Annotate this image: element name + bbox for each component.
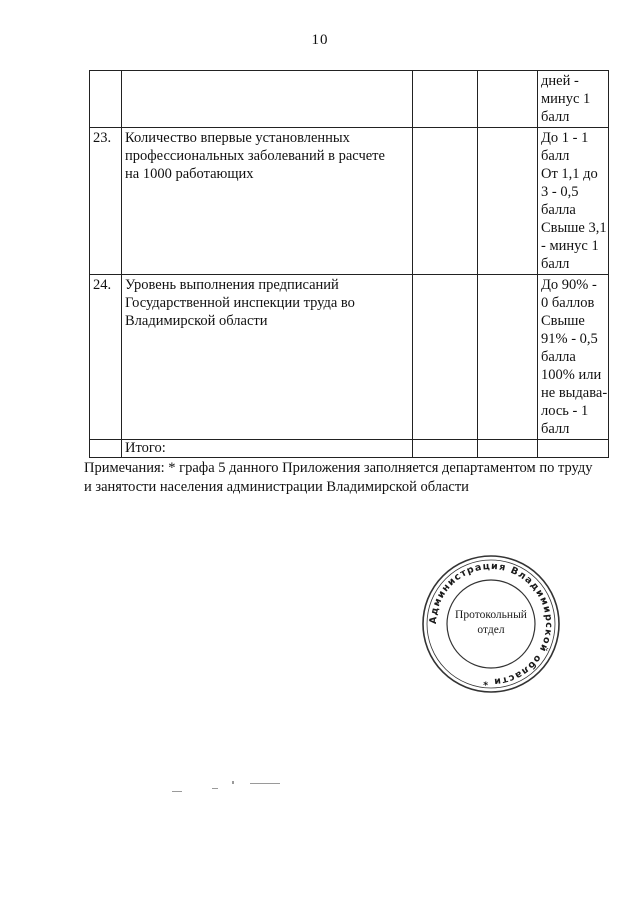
score-line: балла: [541, 349, 576, 365]
cell-col4: [478, 440, 538, 458]
cell-col3: [413, 128, 478, 275]
score-line: Свыше: [541, 313, 585, 329]
indicator-name-line: Уровень выполнения предписаний: [125, 277, 339, 293]
indicator-name-line: Владимирской области: [125, 313, 268, 329]
scan-speck: [172, 791, 182, 792]
indicator-name-line: на 1000 работающих: [125, 166, 254, 182]
cell-col4: [478, 128, 538, 275]
notes-line-2: и занятости населения администрации Владимирской области: [84, 479, 469, 495]
table-row-23: [90, 128, 609, 275]
cell-col4: [478, 275, 538, 440]
official-stamp: [420, 553, 562, 695]
score-line: 3 - 0,5: [541, 184, 579, 200]
total-label: Итого:: [122, 440, 413, 458]
indicator-name-line: профессиональных заболеваний в расчете: [125, 148, 385, 164]
score-line: балл: [541, 256, 570, 272]
score-line: дней -: [541, 73, 579, 89]
cell-score: [538, 440, 609, 458]
cell-number: [90, 71, 122, 128]
table-row-continuation: [90, 71, 609, 128]
criteria-table: [89, 70, 609, 458]
cell-col3: [413, 71, 478, 128]
indicator-name-line: Количество впервые установленных: [125, 130, 350, 146]
page-number: 10: [311, 32, 329, 48]
row-number: 23.: [90, 128, 122, 275]
stamp-center-line-2: отдел: [477, 624, 505, 636]
table-row-total: [90, 440, 609, 458]
score-line: минус 1: [541, 91, 591, 107]
score-line: балл: [541, 109, 570, 125]
score-line: До 1 - 1: [541, 130, 589, 146]
score-line: Свыше 3,1: [541, 220, 607, 236]
stamp-center-line-1: Протокольный: [455, 609, 527, 621]
cell-number: [90, 440, 122, 458]
score-line: балл: [541, 421, 570, 437]
notes-line-1: Примечания: * графа 5 данного Приложения заполняется департаментом по труду: [84, 460, 593, 476]
cell-score: [538, 275, 609, 440]
score-line: От 1,1 до: [541, 166, 598, 182]
indicator-name-line: Государственной инспекции труда во: [125, 295, 355, 311]
score-line: балла: [541, 202, 576, 218]
score-line: балл: [541, 148, 570, 164]
score-line: не выдава-: [541, 385, 608, 401]
indicator-name: [122, 128, 413, 275]
score-line: До 90% -: [541, 277, 597, 293]
scan-speck: [212, 788, 218, 789]
row-number: 24.: [90, 275, 122, 440]
indicator-name: [122, 275, 413, 440]
score-line: 91% - 0,5: [541, 331, 598, 347]
cell-col3: [413, 440, 478, 458]
notes: [84, 459, 614, 497]
table-row-24: [90, 275, 609, 440]
cell-name: [122, 71, 413, 128]
cell-score: [538, 128, 609, 275]
cell-score: [538, 71, 609, 128]
stamp-ring-text: Администрация Владимирской области *: [427, 560, 555, 688]
score-line: - минус 1: [541, 238, 599, 254]
cell-col4: [478, 71, 538, 128]
score-line: 0 баллов: [541, 295, 595, 311]
scan-speck: [232, 781, 234, 784]
score-line: лось - 1: [541, 403, 589, 419]
cell-col3: [413, 275, 478, 440]
scan-speck: [250, 783, 280, 784]
score-line: 100% или: [541, 367, 602, 383]
